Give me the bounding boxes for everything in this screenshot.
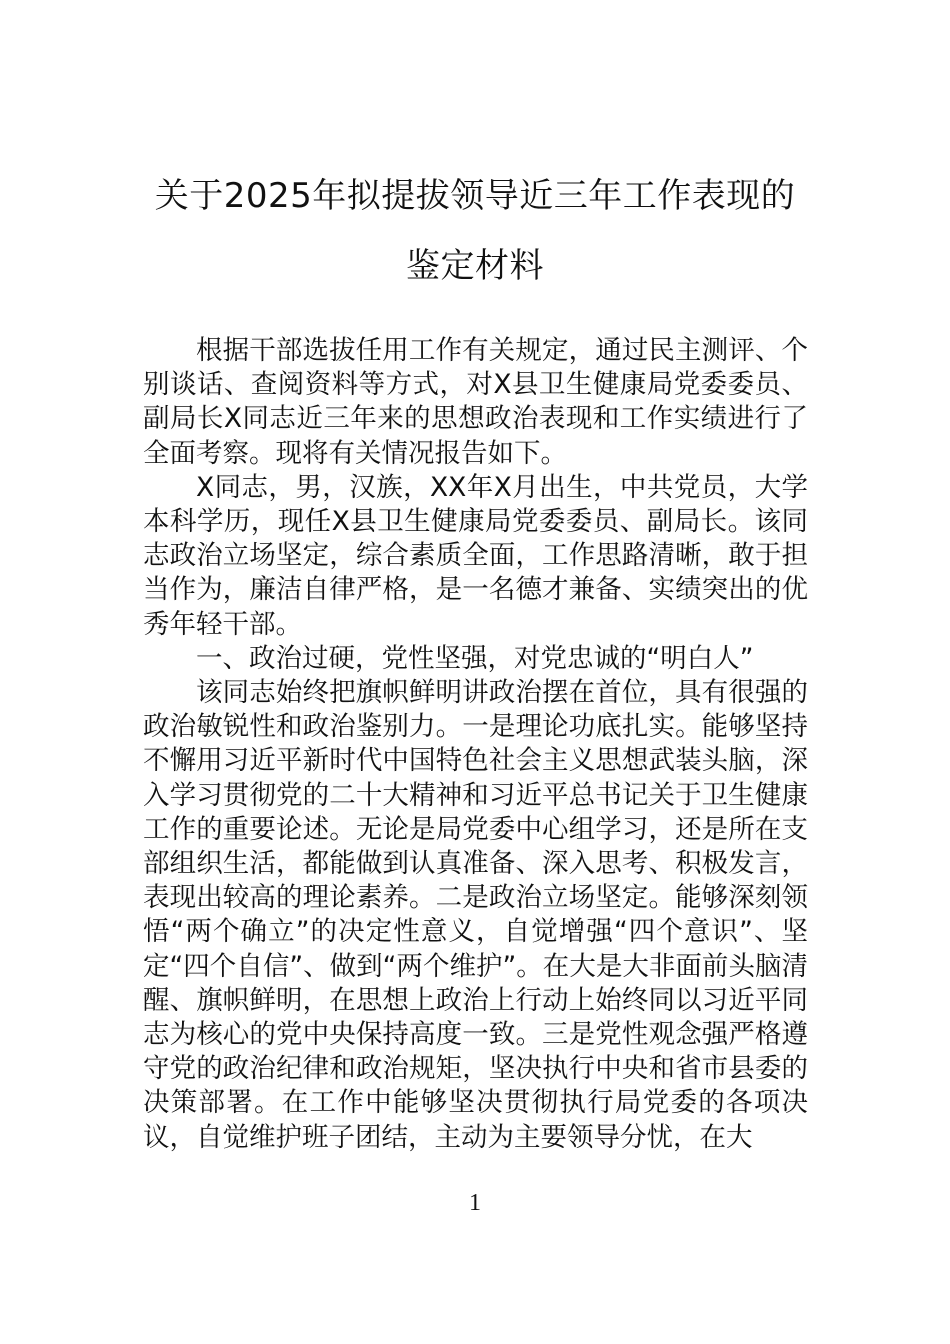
document-body [143, 334, 808, 1155]
document-title-line-2: 鉴定材料 [406, 246, 544, 286]
section-heading-1: 一、政治过硬，党性坚强，对党忠诚的“明白人” [196, 642, 754, 674]
paragraph-profile: X同志，男，汉族，XX年X月出生，中共党员，大学本科学历，现任X县卫生健康局党委委员、副局长。该同志政治立场坚定，综合素质全面，工作思路清晰，敢于担当作为，廉洁自律严格，是一名德才兼备、实绩突出的优秀年轻干部。 [143, 471, 808, 640]
paragraph-intro: 根据干部选拔任用工作有关规定，通过民主测评、个别谈话、查阅资料等方式，对X县卫生健康局党委委员、副局长X同志近三年来的思想政治表现和工作实绩进行了全面考察。现将有关情况报告如下。 [143, 335, 808, 469]
paragraph-political: 该同志始终把旗帜鲜明讲政治摆在首位，具有很强的政治敏锐性和政治鉴别力。一是理论功底扎实。能够坚持不懈用习近平新时代中国特色社会主义思想武装头脑，深入学习贯彻党的二十大精神和习近平总书记关于卫生健康工作的重要论述。无论是局党委中心组学习，还是所在支部组织生活，都能做到认真准备、深入思考、积极发言，表现出较高的理论素养。二是政治立场坚定。能够深刻领悟“两个确立”的决定性意义，自觉增强“四个意识”、坚定“四个自信”、做到“两个维护”。在大是大非面前头脑清醒、旗帜鲜明，在思想上政治上行动上始终同以习近平同志为核心的党中央保持高度一致。三是党性观念强严格遵守党的政治纪律和政治规矩，坚决执行中央和省市县委的决策部署。在工作中能够坚决贯彻执行局党委的各项决议，自觉维护班子团结，主动为主要领导分忧，在大 [143, 677, 808, 1153]
document-title-line-1: 关于2025年拟提拔领导近三年工作表现的 [154, 176, 796, 216]
page-number: 1 [469, 1190, 481, 1216]
